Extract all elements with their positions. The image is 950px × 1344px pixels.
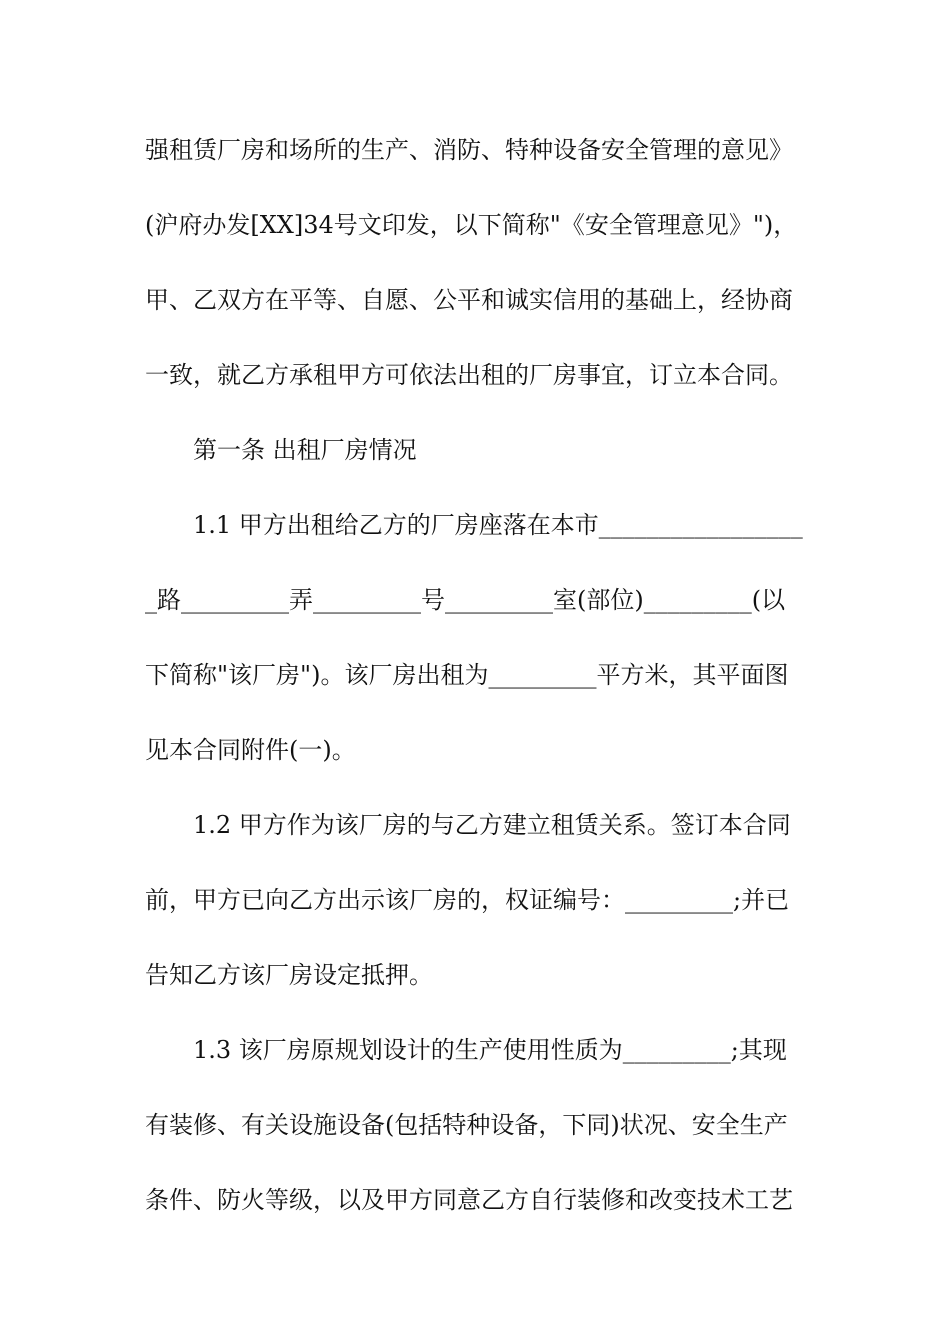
body-text-line: 前，甲方已向乙方出示该厂房的，权证编号：_________;并已 (145, 886, 790, 914)
body-text-line: 见本合同附件(一)。 (145, 736, 356, 764)
body-text-line: 下简称"该厂房")。该厂房出租为_________平方米，其平面图 (145, 661, 789, 689)
body-text-line: 一致，就乙方承租甲方可依法出租的厂房事宜，订立本合同。 (145, 361, 793, 389)
body-text-line: 甲、乙双方在平等、自愿、公平和诚实信用的基础上，经协商 (145, 286, 793, 314)
body-text-line: _路_________弄_________号_________室(部位)_________(以 (145, 586, 786, 614)
clause-1-1-start: 1.1 甲方出租给乙方的厂房座落在本市_________________ (193, 511, 803, 539)
clause-1-3-start: 1.3 该厂房原规划设计的生产使用性质为_________;其现 (193, 1036, 787, 1064)
body-text-line: 条件、防火等级，以及甲方同意乙方自行装修和改变技术工艺 (145, 1186, 793, 1214)
clause-1-2-start: 1.2 甲方作为该厂房的与乙方建立租赁关系。签订本合同 (193, 811, 791, 839)
section-heading: 第一条 出租厂房情况 (193, 436, 417, 464)
body-text-line: 有装修、有关设施设备(包括特种设备，下同)状况、安全生产 (145, 1111, 788, 1139)
body-text-line: 强租赁厂房和场所的生产、消防、特种设备安全管理的意见》 (145, 136, 793, 164)
body-text-line: (沪府办发[XX]34号文印发，以下简称"《安全管理意见》")， (145, 211, 798, 239)
body-text-line: 告知乙方该厂房设定抵押。 (145, 961, 433, 989)
